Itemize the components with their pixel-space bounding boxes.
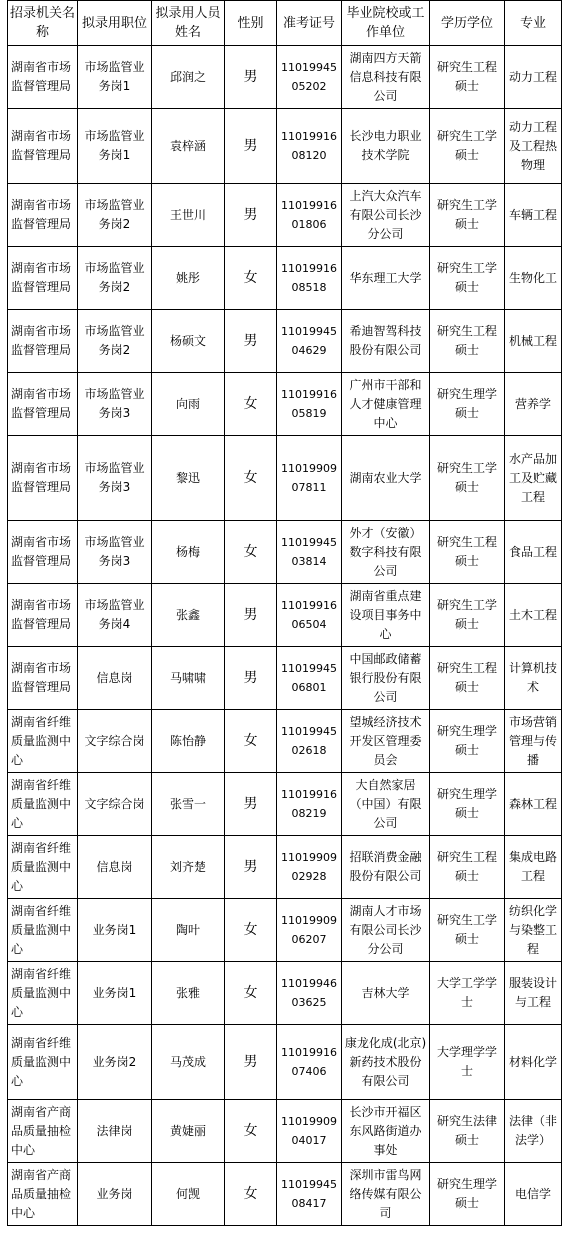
cell-position: 市场监管业务岗2 [78, 184, 152, 247]
cell-major: 纺织化学与染整工程 [505, 899, 562, 962]
cell-gender: 女 [225, 247, 277, 310]
cell-position: 业务岗2 [78, 1025, 152, 1100]
cell-school: 湖南省重点建设项目事务中心 [342, 584, 430, 647]
table-row [8, 1025, 562, 1100]
cell-degree: 研究生工学硕士 [430, 109, 505, 184]
cell-major: 计算机技术 [505, 647, 562, 710]
table-row [8, 647, 562, 710]
cell-gender: 女 [225, 899, 277, 962]
table-row [8, 521, 562, 584]
header-major: 专业 [505, 1, 562, 46]
cell-major: 动力工程及工程热物理 [505, 109, 562, 184]
cell-name: 张雪一 [152, 773, 225, 836]
cell-major: 水产品加工及贮藏工程 [505, 436, 562, 521]
table-row [8, 184, 562, 247]
header-name: 拟录用人员姓名 [152, 1, 225, 46]
cell-agency: 湖南省产商品质量抽检中心 [8, 1100, 78, 1163]
cell-major: 营养学 [505, 373, 562, 436]
cell-degree: 研究生理学硕士 [430, 1163, 505, 1226]
cell-school: 大自然家居（中国）有限公司 [342, 773, 430, 836]
table-row [8, 436, 562, 521]
cell-position: 市场监管业务岗1 [78, 46, 152, 109]
cell-name: 杨梅 [152, 521, 225, 584]
cell-position: 市场监管业务岗2 [78, 310, 152, 373]
cell-gender: 女 [225, 521, 277, 584]
cell-agency: 湖南省市场监督管理局 [8, 647, 78, 710]
cell-position: 市场监管业务岗3 [78, 436, 152, 521]
cell-ticket: 1101990902928 [277, 836, 342, 899]
cell-major: 生物化工 [505, 247, 562, 310]
cell-agency: 湖南省纤维质量监测中心 [8, 773, 78, 836]
cell-name: 陶叶 [152, 899, 225, 962]
cell-agency: 湖南省市场监督管理局 [8, 436, 78, 521]
cell-gender: 女 [225, 373, 277, 436]
header-row [8, 1, 562, 46]
cell-name: 张鑫 [152, 584, 225, 647]
cell-ticket: 1101994505202 [277, 46, 342, 109]
cell-degree: 研究生工学硕士 [430, 247, 505, 310]
table-row [8, 373, 562, 436]
table-row [8, 1100, 562, 1163]
table-row [8, 962, 562, 1025]
cell-agency: 湖南省纤维质量监测中心 [8, 899, 78, 962]
cell-gender: 男 [225, 1025, 277, 1100]
cell-ticket: 1101994503814 [277, 521, 342, 584]
cell-name: 黎迅 [152, 436, 225, 521]
cell-degree: 研究生工程硕士 [430, 310, 505, 373]
cell-agency: 湖南省纤维质量监测中心 [8, 1025, 78, 1100]
cell-position: 法律岗 [78, 1100, 152, 1163]
cell-agency: 湖南省产商品质量抽检中心 [8, 1163, 78, 1226]
cell-position: 业务岗 [78, 1163, 152, 1226]
cell-major: 电信学 [505, 1163, 562, 1226]
cell-name: 陈怡静 [152, 710, 225, 773]
cell-ticket: 1101991607406 [277, 1025, 342, 1100]
cell-major: 市场营销管理与传播 [505, 710, 562, 773]
cell-ticket: 1101991606504 [277, 584, 342, 647]
cell-school: 湖南四方天箭信息科技有限公司 [342, 46, 430, 109]
cell-major: 土木工程 [505, 584, 562, 647]
cell-position: 市场监管业务岗4 [78, 584, 152, 647]
cell-gender: 男 [225, 310, 277, 373]
cell-gender: 男 [225, 647, 277, 710]
cell-gender: 女 [225, 962, 277, 1025]
table-row [8, 836, 562, 899]
header-ticket: 准考证号 [277, 1, 342, 46]
cell-major: 机械工程 [505, 310, 562, 373]
cell-name: 王世川 [152, 184, 225, 247]
cell-gender: 男 [225, 836, 277, 899]
cell-school: 招联消费金融股份有限公司 [342, 836, 430, 899]
cell-position: 文字综合岗 [78, 773, 152, 836]
cell-major: 法律（非法学） [505, 1100, 562, 1163]
cell-gender: 女 [225, 1163, 277, 1226]
cell-name: 向雨 [152, 373, 225, 436]
cell-major: 集成电路工程 [505, 836, 562, 899]
cell-degree: 研究生工学硕士 [430, 184, 505, 247]
cell-major: 动力工程 [505, 46, 562, 109]
cell-major: 食品工程 [505, 521, 562, 584]
cell-ticket: 1101994508417 [277, 1163, 342, 1226]
cell-school: 深圳市雷鸟网络传媒有限公司 [342, 1163, 430, 1226]
cell-ticket: 1101994502618 [277, 710, 342, 773]
cell-position: 信息岗 [78, 647, 152, 710]
cell-degree: 研究生工学硕士 [430, 584, 505, 647]
cell-school: 康龙化成(北京)新药技术股份有限公司 [342, 1025, 430, 1100]
hiring-table [7, 0, 562, 1226]
cell-gender: 男 [225, 773, 277, 836]
cell-degree: 研究生工程硕士 [430, 521, 505, 584]
table-row [8, 584, 562, 647]
cell-agency: 湖南省市场监督管理局 [8, 247, 78, 310]
cell-school: 湖南人才市场有限公司长沙分公司 [342, 899, 430, 962]
cell-degree: 研究生理学硕士 [430, 373, 505, 436]
cell-major: 车辆工程 [505, 184, 562, 247]
cell-school: 望城经济技术开发区管理委员会 [342, 710, 430, 773]
cell-position: 业务岗1 [78, 962, 152, 1025]
cell-agency: 湖南省市场监督管理局 [8, 521, 78, 584]
cell-degree: 研究生理学硕士 [430, 710, 505, 773]
header-school: 毕业院校或工作单位 [342, 1, 430, 46]
cell-position: 业务岗1 [78, 899, 152, 962]
cell-name: 黄婕丽 [152, 1100, 225, 1163]
cell-school: 中国邮政储蓄银行股份有限公司 [342, 647, 430, 710]
cell-ticket: 1101991601806 [277, 184, 342, 247]
cell-degree: 研究生理学硕士 [430, 773, 505, 836]
table-row [8, 773, 562, 836]
cell-agency: 湖南省纤维质量监测中心 [8, 710, 78, 773]
cell-degree: 大学理学学士 [430, 1025, 505, 1100]
cell-name: 何觊 [152, 1163, 225, 1226]
cell-position: 市场监管业务岗3 [78, 373, 152, 436]
cell-name: 袁梓涵 [152, 109, 225, 184]
cell-name: 马茂成 [152, 1025, 225, 1100]
cell-major: 材料化学 [505, 1025, 562, 1100]
cell-ticket: 1101994603625 [277, 962, 342, 1025]
cell-agency: 湖南省纤维质量监测中心 [8, 962, 78, 1025]
cell-gender: 女 [225, 1100, 277, 1163]
cell-gender: 女 [225, 710, 277, 773]
cell-gender: 男 [225, 584, 277, 647]
cell-gender: 男 [225, 109, 277, 184]
cell-gender: 男 [225, 184, 277, 247]
cell-degree: 研究生工程硕士 [430, 836, 505, 899]
cell-ticket: 1101991608219 [277, 773, 342, 836]
cell-gender: 男 [225, 46, 277, 109]
cell-agency: 湖南省纤维质量监测中心 [8, 836, 78, 899]
cell-agency: 湖南省市场监督管理局 [8, 584, 78, 647]
cell-degree: 大学工学学士 [430, 962, 505, 1025]
cell-ticket: 1101991605819 [277, 373, 342, 436]
cell-name: 杨硕文 [152, 310, 225, 373]
cell-agency: 湖南省市场监督管理局 [8, 46, 78, 109]
table-row [8, 710, 562, 773]
cell-major: 服装设计与工程 [505, 962, 562, 1025]
table-body [8, 46, 562, 1226]
cell-school: 外才（安徽）数字科技有限公司 [342, 521, 430, 584]
cell-position: 文字综合岗 [78, 710, 152, 773]
cell-degree: 研究生工学硕士 [430, 899, 505, 962]
cell-position: 市场监管业务岗1 [78, 109, 152, 184]
table-row [8, 46, 562, 109]
header-agency: 招录机关名称 [8, 1, 78, 46]
cell-school: 广州市干部和人才健康管理中心 [342, 373, 430, 436]
cell-name: 姚彤 [152, 247, 225, 310]
cell-degree: 研究生法律硕士 [430, 1100, 505, 1163]
cell-school: 湖南农业大学 [342, 436, 430, 521]
cell-name: 邱润之 [152, 46, 225, 109]
cell-ticket: 1101994504629 [277, 310, 342, 373]
cell-ticket: 1101990907811 [277, 436, 342, 521]
cell-agency: 湖南省市场监督管理局 [8, 310, 78, 373]
cell-agency: 湖南省市场监督管理局 [8, 373, 78, 436]
cell-school: 吉林大学 [342, 962, 430, 1025]
table-row [8, 899, 562, 962]
cell-agency: 湖南省市场监督管理局 [8, 184, 78, 247]
cell-ticket: 1101994506801 [277, 647, 342, 710]
cell-school: 长沙市开福区东风路街道办事处 [342, 1100, 430, 1163]
cell-degree: 研究生工学硕士 [430, 436, 505, 521]
cell-school: 华东理工大学 [342, 247, 430, 310]
table-row [8, 247, 562, 310]
cell-gender: 女 [225, 436, 277, 521]
cell-ticket: 1101990906207 [277, 899, 342, 962]
table-row [8, 1163, 562, 1226]
cell-major: 森林工程 [505, 773, 562, 836]
cell-ticket: 1101990904017 [277, 1100, 342, 1163]
cell-name: 马啸啸 [152, 647, 225, 710]
cell-degree: 研究生工程硕士 [430, 647, 505, 710]
cell-ticket: 1101991608518 [277, 247, 342, 310]
header-gender: 性别 [225, 1, 277, 46]
cell-name: 刘齐楚 [152, 836, 225, 899]
table-row [8, 310, 562, 373]
cell-name: 张雅 [152, 962, 225, 1025]
cell-school: 希迪智驾科技股份有限公司 [342, 310, 430, 373]
cell-ticket: 1101991608120 [277, 109, 342, 184]
cell-position: 信息岗 [78, 836, 152, 899]
cell-degree: 研究生工程硕士 [430, 46, 505, 109]
cell-school: 上汽大众汽车有限公司长沙分公司 [342, 184, 430, 247]
cell-position: 市场监管业务岗3 [78, 521, 152, 584]
table-row [8, 109, 562, 184]
header-position: 拟录用职位 [78, 1, 152, 46]
header-degree: 学历学位 [430, 1, 505, 46]
cell-school: 长沙电力职业技术学院 [342, 109, 430, 184]
cell-position: 市场监管业务岗2 [78, 247, 152, 310]
cell-agency: 湖南省市场监督管理局 [8, 109, 78, 184]
